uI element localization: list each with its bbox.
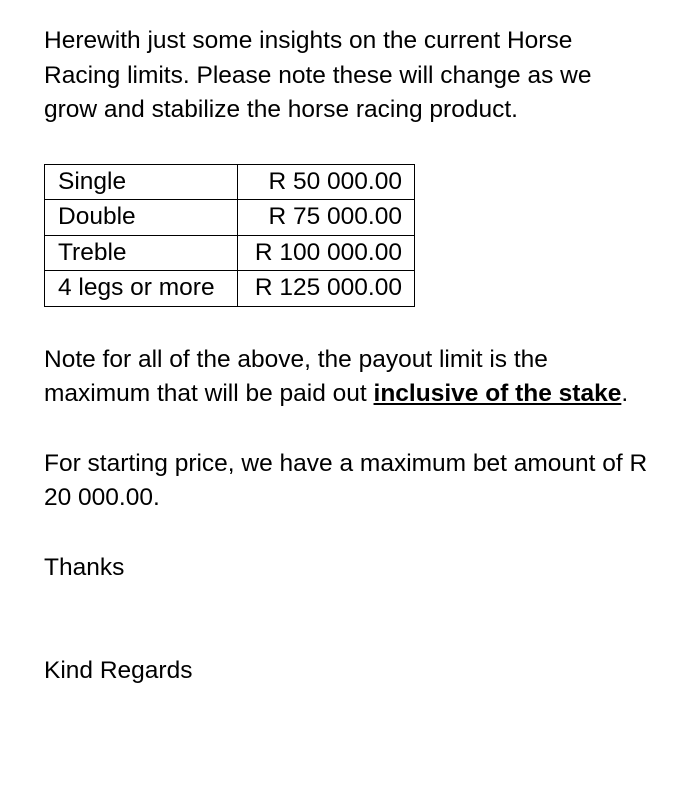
payout-limit-cell: R 125 000.00 [238, 271, 415, 307]
table-row [45, 164, 415, 200]
intro-paragraph: Herewith just some insights on the current Horse Racing limits. Please note these will change as we grow and stabilize the horse racing product. [44, 27, 592, 123]
note-emphasis: inclusive of the stake [373, 380, 622, 407]
starting-price-paragraph: For starting price, we have a maximum bet amount of R 20 000.00. [44, 449, 648, 511]
payout-limit-cell: R 75 000.00 [238, 200, 415, 236]
limits-table [44, 164, 415, 307]
email-body [44, 24, 654, 689]
bet-type-cell: Double [45, 200, 238, 236]
table-row [45, 235, 415, 271]
note-text-end: . [621, 380, 629, 407]
regards-line: Kind Regards [44, 657, 193, 684]
payout-limit-cell: R 100 000.00 [238, 235, 415, 271]
payout-limit-cell: R 50 000.00 [238, 164, 415, 200]
table-row [45, 200, 415, 236]
payout-note-paragraph [44, 343, 644, 412]
bet-type-cell: Single [45, 164, 238, 200]
thanks-line: Thanks [44, 553, 125, 581]
bet-type-cell: Treble [45, 235, 238, 271]
bet-type-cell: 4 legs or more [45, 271, 238, 307]
table-row [45, 271, 415, 307]
note-text: Note for all of the above, the payout limit is the maximum that will be paid out [44, 345, 548, 407]
